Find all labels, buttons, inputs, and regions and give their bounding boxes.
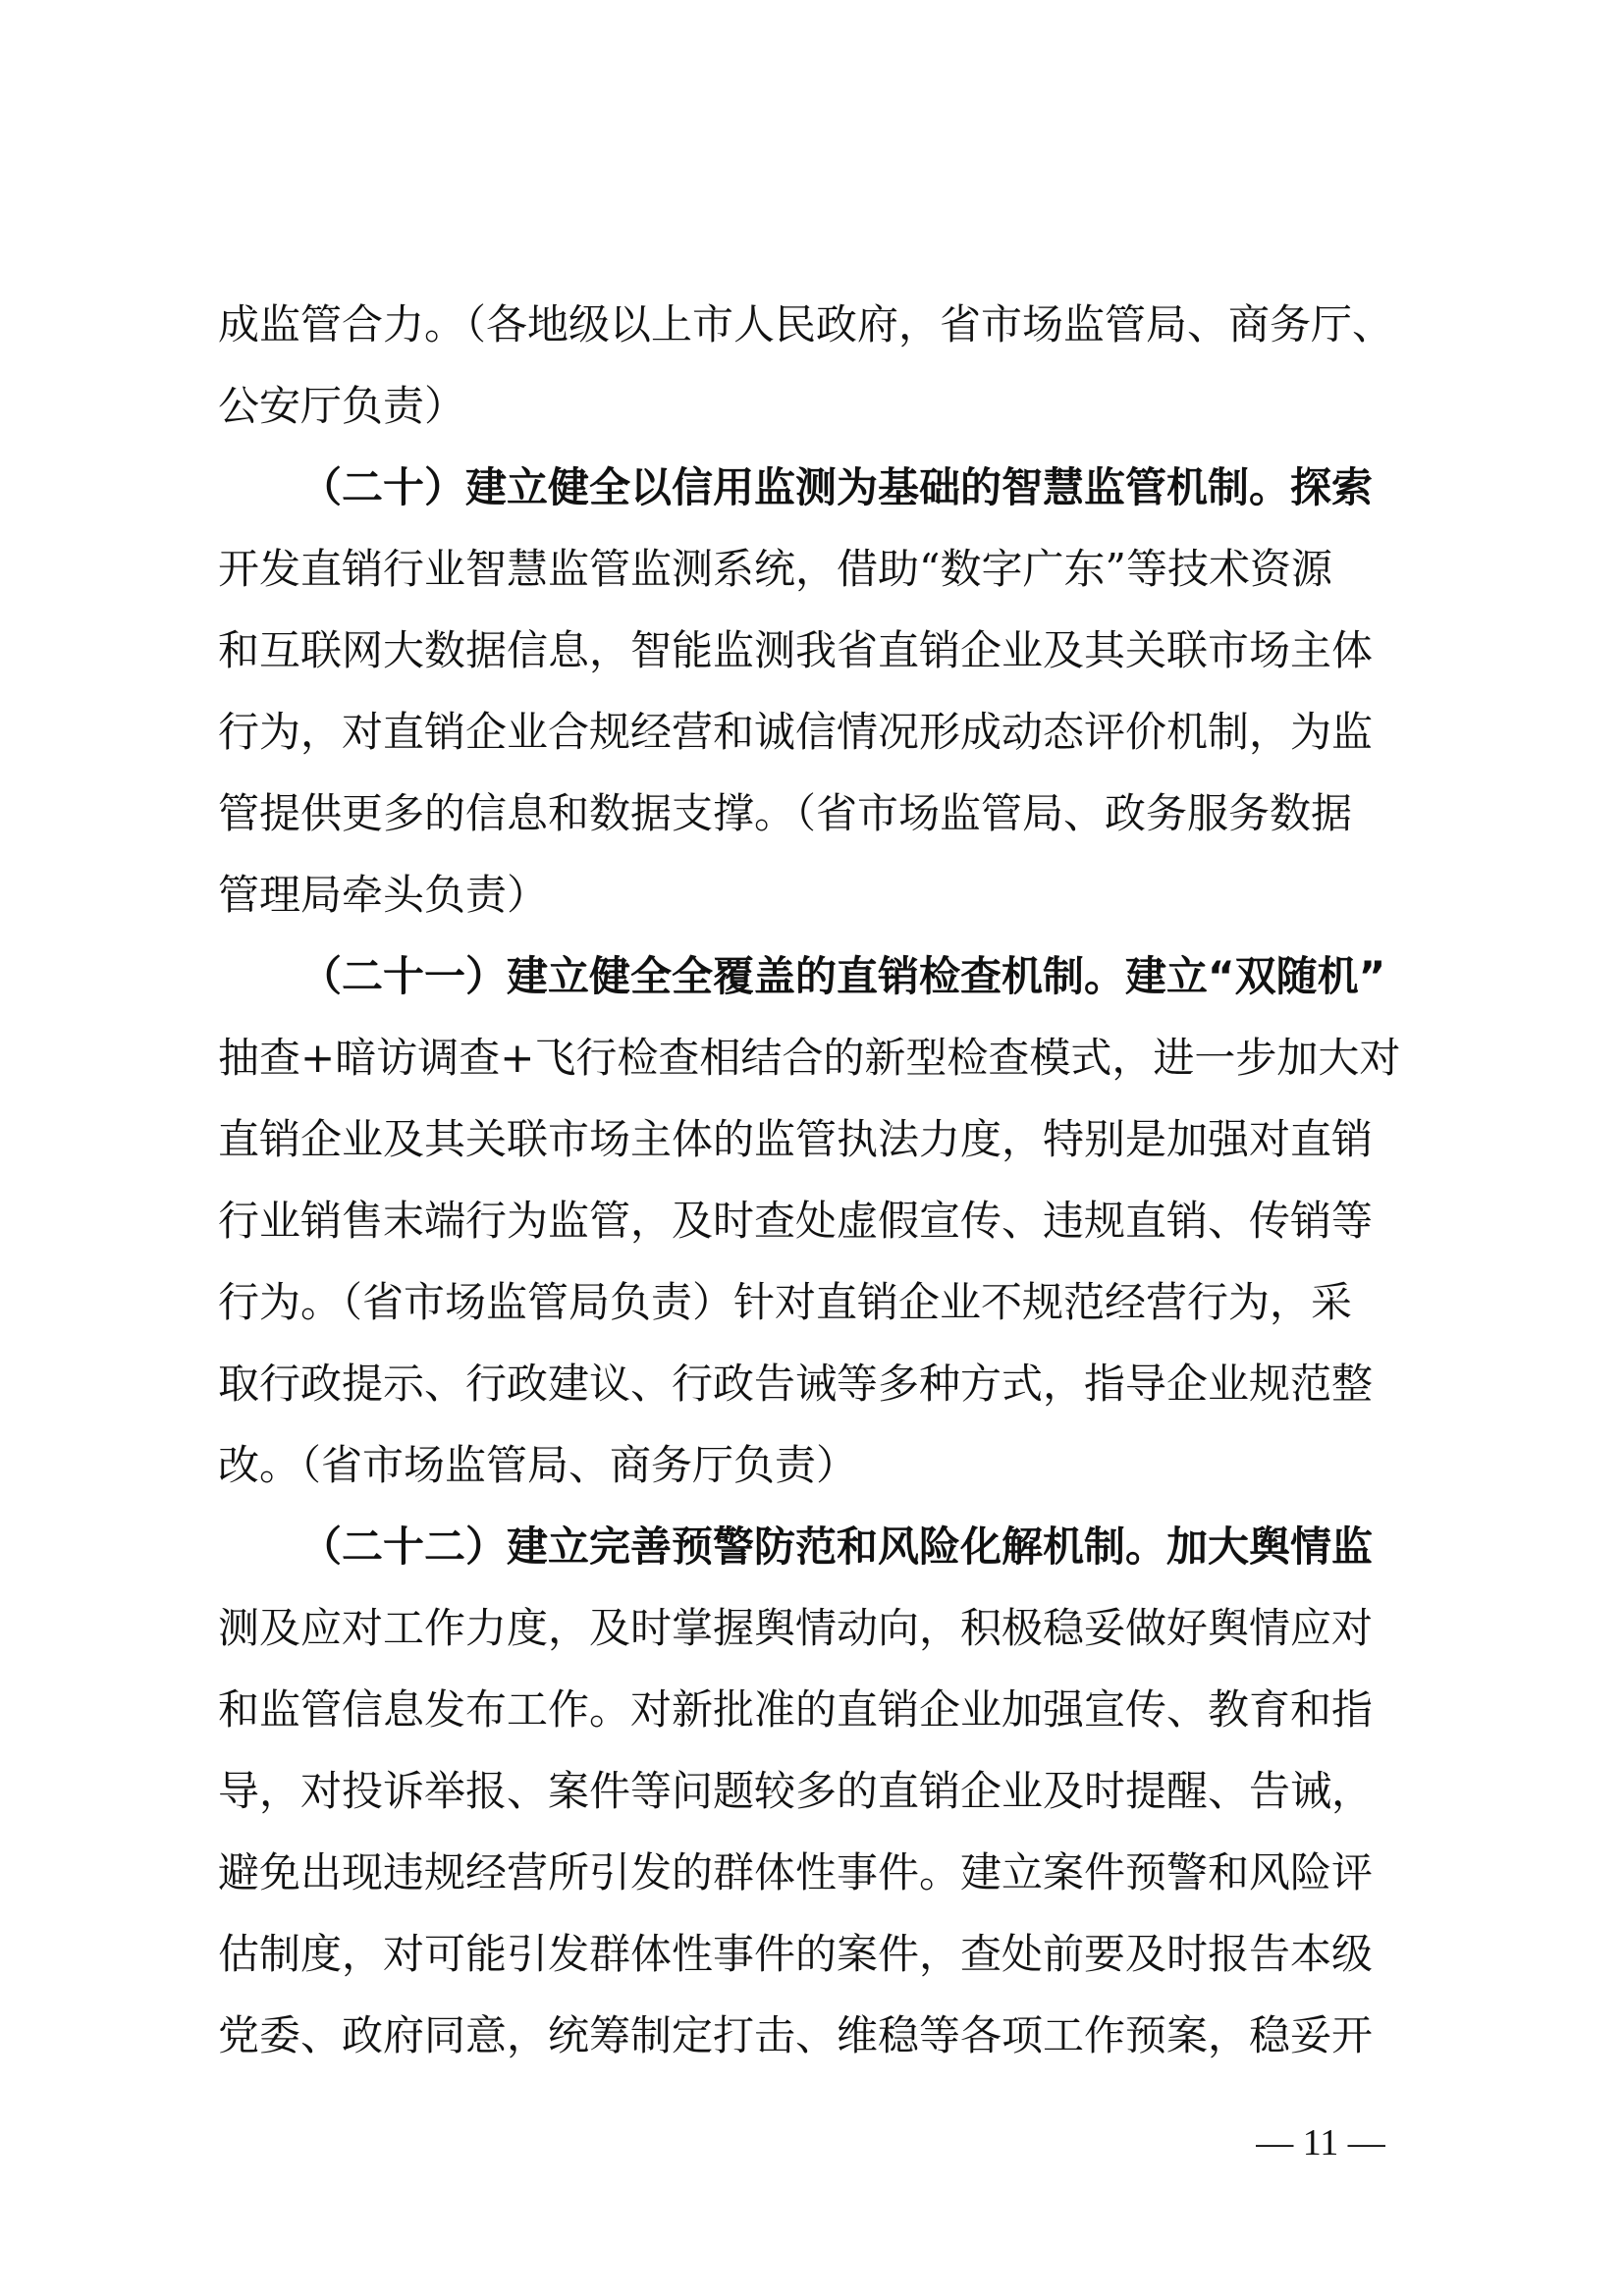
page-number: — 11 — (1256, 2122, 1385, 2163)
text-line-6: 行为，对直销企业合规经营和诚信情况形成动态评价机制，为监 (218, 708, 1374, 756)
text-line-18: 和监管信息发布工作。对新批准的直销企业加强宣传、教育和指 (218, 1685, 1374, 1734)
text-line-12: 行业销售末端行为监管，及时查处虚假宣传、违规直销、传销等 (218, 1197, 1374, 1245)
text-line-1: 成监管合力。（各地级以上市人民政府，省市场监管局、商务厅、 (218, 300, 1394, 348)
text-line-21: 估制度，对可能引发群体性事件的案件，查处前要及时报告本级 (218, 1930, 1374, 1978)
section-21-heading-line (300, 948, 1406, 1005)
text-line-2: 公安厅负责） (218, 382, 466, 430)
text-line-19: 导，对投诉举报、案件等问题较多的直销企业及时提醒、告诫， (218, 1767, 1374, 1815)
text-line-17: 测及应对工作力度，及时掌握舆情动向，积极稳妥做好舆情应对 (218, 1604, 1374, 1652)
text-line-4: 开发直销行业智慧监管监测系统，借助“数字广东”等技术资源 (218, 545, 1332, 593)
text-line-14: 取行政提示、行政建议、行政告诫等多种方式，指导企业规范整 (218, 1360, 1374, 1408)
text-line-20: 避免出现违规经营所引发的群体性事件。建立案件预警和风险评 (218, 1848, 1374, 1896)
section-22-heading: （二十二）建立完善预警防范和风险化解机制。加大舆情监 (300, 1522, 1374, 1571)
text-line-22: 党委、政府同意，统筹制定打击、维稳等各项工作预案，稳妥开 (218, 2011, 1374, 2059)
text-line-15: 改。（省市场监管局、商务厅负责） (218, 1441, 858, 1489)
section-20-heading-line (300, 459, 1406, 516)
text-line-11: 直销企业及其关联市场主体的监管执法力度，特别是加强对直销 (218, 1115, 1374, 1163)
section-20-heading: （二十）建立健全以信用监测为基础的智慧监管机制。探索 (300, 463, 1374, 511)
text-line-7: 管提供更多的信息和数据支撑。（省市场监管局、政务服务数据 (218, 789, 1353, 837)
text-line-5: 和互联网大数据信息，智能监测我省直销企业及其关联市场主体 (218, 626, 1374, 674)
section-22-heading-line (300, 1519, 1406, 1575)
text-line-13: 行为。（省市场监管局负责）针对直销企业不规范经营行为，采 (218, 1278, 1353, 1326)
text-line-10: 抽查+暗访调查+飞行检查相结合的新型检查模式，进一步加大对 (218, 1034, 1401, 1082)
section-21-heading: （二十一）建立健全全覆盖的直销检查机制。建立“双随机” (300, 952, 1386, 1000)
text-line-8: 管理局牵头负责） (218, 871, 549, 919)
